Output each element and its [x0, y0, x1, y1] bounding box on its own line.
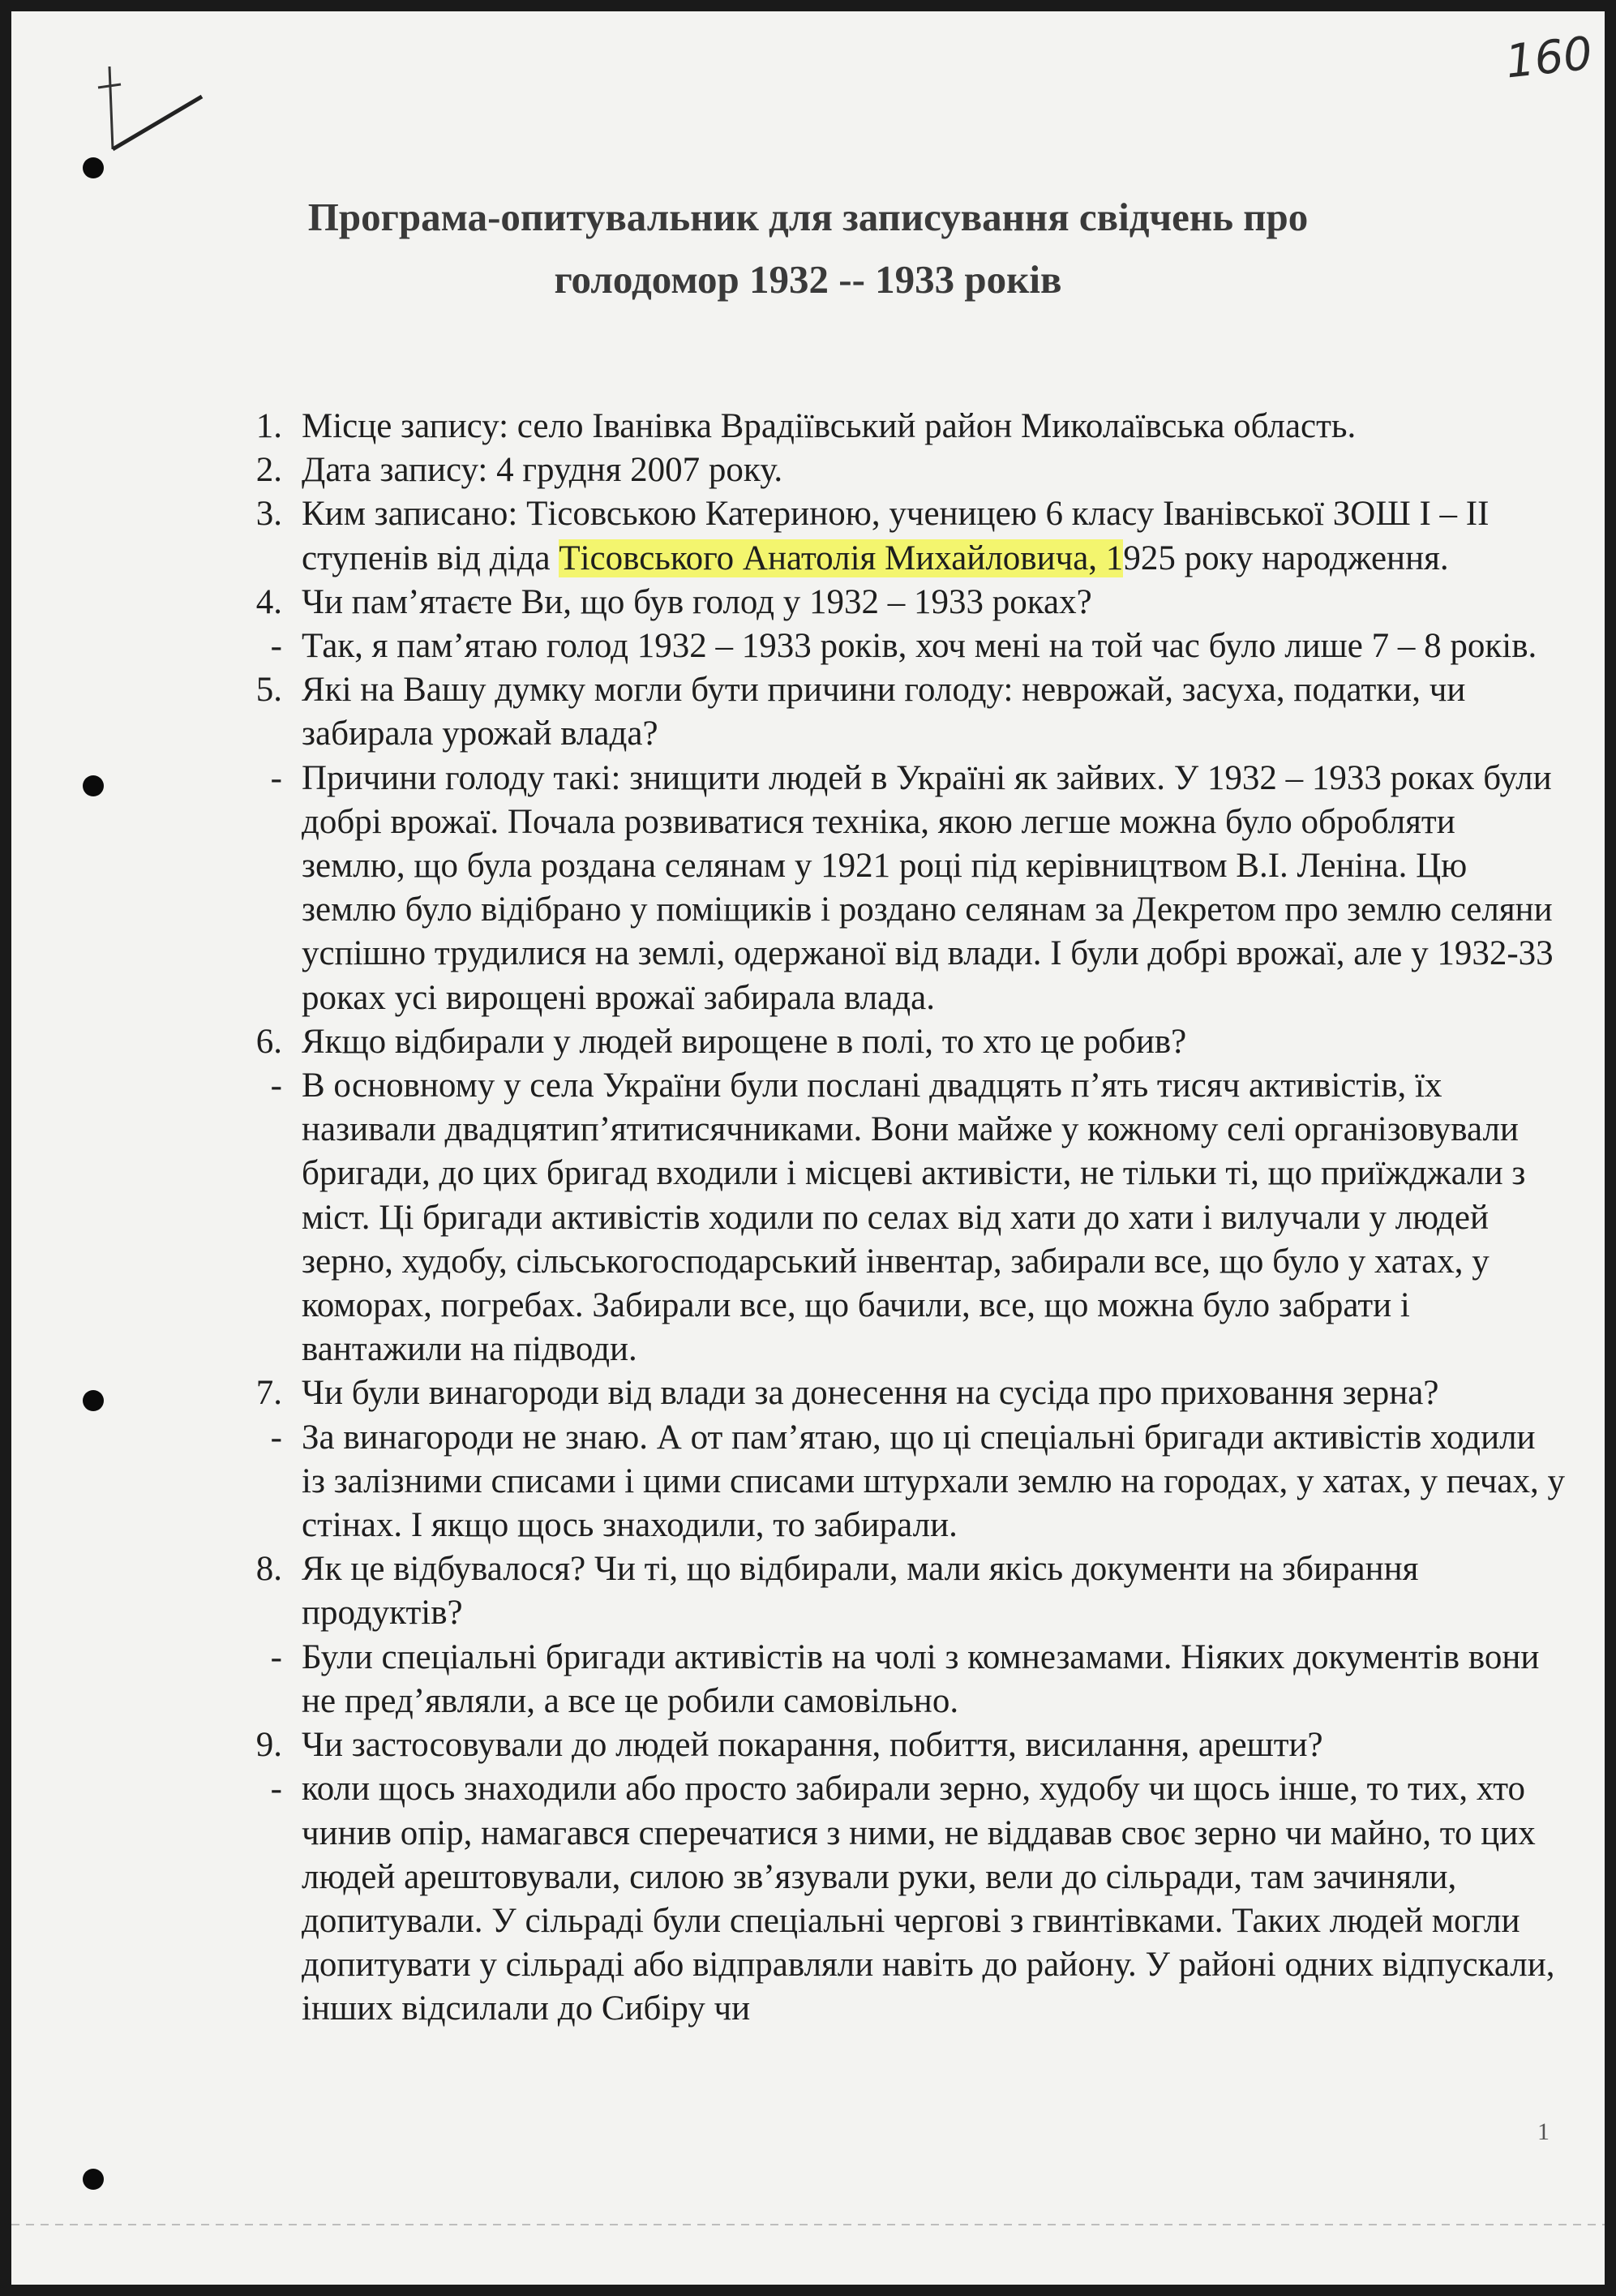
page-number: 1: [1537, 2118, 1550, 2145]
item-marker: -: [270, 1066, 282, 1105]
punch-hole: [83, 775, 104, 796]
pen-mark-icon: [88, 60, 218, 165]
list-item: [232, 1547, 1566, 1635]
item-text: Які на Вашу думку могли бути причини голоду: неврожай, засуха, податки, чи забирала урожай влада?: [302, 671, 1466, 753]
item-text: Як це відбувалося? Чи ті, що відбирали, мали якісь документи на збирання продуктів?: [302, 1550, 1419, 1633]
item-marker: 1.: [255, 407, 282, 445]
item-marker: 8.: [255, 1550, 282, 1589]
list-item: [232, 1064, 1566, 1371]
item-marker: 2.: [255, 451, 282, 490]
item-marker: -: [270, 1770, 282, 1809]
archive-number: 160: [1502, 27, 1595, 89]
list-item: [232, 757, 1566, 1020]
title-line: Програма-опитувальник для записування свідчень про: [307, 195, 1309, 239]
item-text: Причини голоду такі: знищити людей в Україні як зайвих. У 1932 – 1933 роках були добрі врожаї. Почала розвиватися техніка, якою легше можна було обробляти землю, що була роздана селянам у 1921 році під керівництвом В.І. Леніна. Цю землю було відібрано у поміщиків і роздано селянам за Декретом про землю селяни успішно трудилися на землі, одержаної від влади. І були добрі врожаї, але у 1932-33 роках усі вирощені врожаї забирала влада.: [302, 758, 1554, 1017]
item-marker: 9.: [255, 1726, 282, 1765]
item-text: Місце запису: село Іванівка Врадіївський район Миколаївська область.: [302, 407, 1357, 445]
document-page: [11, 11, 1605, 2285]
item-text: [302, 492, 1566, 580]
item-marker: 6.: [255, 1022, 282, 1061]
item-text: Чи були винагороди від влади за донесення на сусіда про приховання зерна?: [302, 1374, 1439, 1413]
punch-hole: [83, 157, 104, 178]
item-text: Дата запису: 4 грудня 2007 року.: [302, 451, 783, 490]
list-item: [232, 1371, 1566, 1415]
punch-hole: [83, 1390, 104, 1411]
list-item: [232, 492, 1566, 580]
list-item: [232, 1636, 1566, 1723]
item-text: Чи пам’ятаєте Ви, що був голод у 1932 – 1933 роках?: [302, 582, 1092, 621]
item-marker: -: [270, 1637, 282, 1676]
scan-edge-divider: [11, 2224, 1605, 2225]
highlighted-name: Тісовського Анатолія Михайловича, 1: [559, 539, 1124, 577]
item-marker: 5.: [255, 671, 282, 710]
document-title: [174, 186, 1442, 311]
title-line: голодомор 1932 -- 1933 років: [554, 257, 1062, 302]
item-text-part: Ким записано: Тісовською Катериною, ученицею 6 класу Іванівської ЗОШ І – ІІ ступенів від діда: [302, 495, 1490, 577]
item-text: Так, я пам’ятаю голод 1932 – 1933 років, хоч мені на той час було лише 7 – 8 років.: [302, 627, 1537, 666]
questionnaire-list: [232, 405, 1566, 2032]
list-item: [232, 668, 1566, 756]
list-item: [232, 624, 1566, 668]
item-text: Якщо відбирали у людей вирощене в полі, то хто це робив?: [302, 1022, 1187, 1061]
item-marker: -: [270, 1418, 282, 1457]
item-text-part: 925 року народження.: [1123, 539, 1449, 577]
item-marker: 7.: [255, 1374, 282, 1413]
item-marker: 4.: [255, 582, 282, 621]
list-item: [232, 1020, 1566, 1064]
item-marker: -: [270, 758, 282, 797]
item-text: коли щось знаходили або просто забирали зерно, худобу чи щось інше, то тих, хто чинив опір, намагався сперечатися з ними, не віддавав своє зерно чи майно, то цих людей арештовували, силою зв’язували руки, вели до сільради, там зачиняли, допитували. У сільраді були спеціальні чергові з гвинтівками. Таких людей могли допитувати у сільраді або відправляли навіть до району. У районі одних відпускали, інших відсилали до Сибіру чи: [302, 1770, 1555, 2028]
item-text: В основному у села України були послані двадцять п’ять тисяч активістів, їх називали двадцятип’ятитисячниками. Вони майже у кожному селі організовували бригади, до цих бригад входили і місцеві активісти, не тільки ті, що приїжджали з міст. Ці бригади активістів ходили по селах від хати до хати і вилучали у людей зерно, худобу, сільськогосподарський інвентар, забирали все, що було у хатах, у коморах, погребах. Забирали все, що бачили, все, що можна було забрати і вантажили на підводи.: [302, 1066, 1526, 1369]
item-marker: 3.: [255, 495, 282, 534]
item-marker: -: [270, 627, 282, 666]
list-item: [232, 448, 1566, 492]
punch-hole: [83, 2169, 104, 2190]
item-text: Були спеціальні бригади активістів на чолі з комнезамами. Ніяких документів вони не пред’являли, а все це робили самовільно.: [302, 1637, 1540, 1720]
list-item: [232, 405, 1566, 448]
list-item: [232, 1723, 1566, 1767]
item-text: Чи застосовували до людей покарання, побиття, висилання, арешти?: [302, 1726, 1323, 1765]
list-item: [232, 1767, 1566, 2031]
item-text: За винагороди не знаю. А от пам’ятаю, що ці спеціальні бригади активістів ходили із залізними списами і цими списами штурхали землю на городах, у хатах, у печах, у стінах. І якщо щось знаходили, то забирали.: [302, 1418, 1566, 1545]
list-item: [232, 581, 1566, 624]
list-item: [232, 1416, 1566, 1548]
